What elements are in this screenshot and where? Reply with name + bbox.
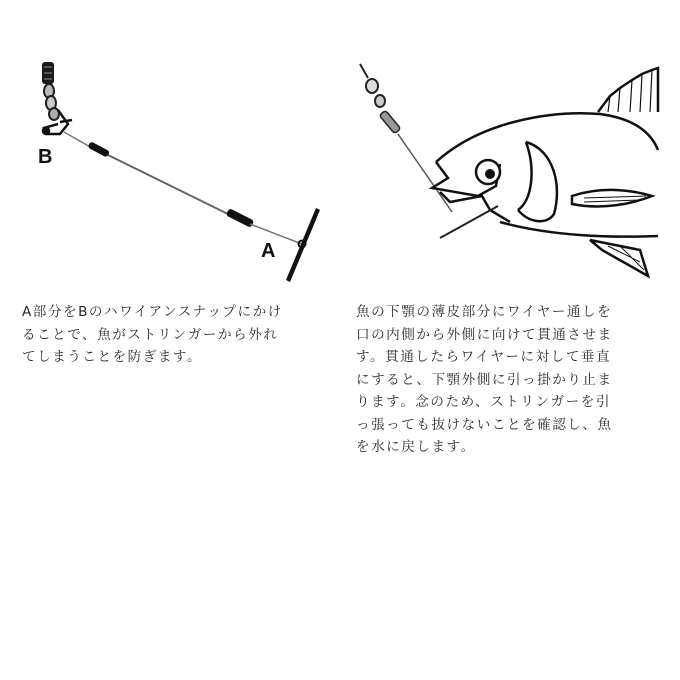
label-a: A bbox=[261, 240, 276, 262]
crimp-sleeve-icon bbox=[379, 110, 401, 134]
right-caption: 魚の下顎の薄皮部分にワイヤー通しを 口の内側から外側に向けて貫通させま す。貫通したらワイヤーに対して垂直 にすると、下顎外側に引っ掛かり止ま ります。念のため、ストリンガーを引 っ張っても抜けないことを確認し、魚 を水に戻します。 bbox=[356, 304, 613, 455]
wire-segment bbox=[64, 132, 92, 148]
crimp-sleeve-icon bbox=[87, 141, 110, 158]
left-caption: A部分をBのハワイアンスナップにかけ ることで、魚がストリンガーから外れ てしまうことを防ぎます。 bbox=[22, 304, 283, 365]
wire-main bbox=[108, 155, 232, 216]
right-panel bbox=[340, 0, 680, 680]
wire-segment bbox=[250, 224, 302, 244]
fish-icon bbox=[432, 68, 658, 276]
fish-eye-icon bbox=[476, 160, 500, 184]
rope-icon bbox=[42, 62, 54, 84]
swivel-icon bbox=[44, 84, 59, 120]
needle-icon bbox=[440, 206, 498, 238]
fish-illustration bbox=[340, 0, 680, 300]
needle-a-icon bbox=[286, 208, 320, 282]
label-b: B bbox=[38, 146, 53, 168]
swivel-icon bbox=[360, 64, 385, 107]
crimp-sleeve-icon bbox=[226, 208, 255, 228]
